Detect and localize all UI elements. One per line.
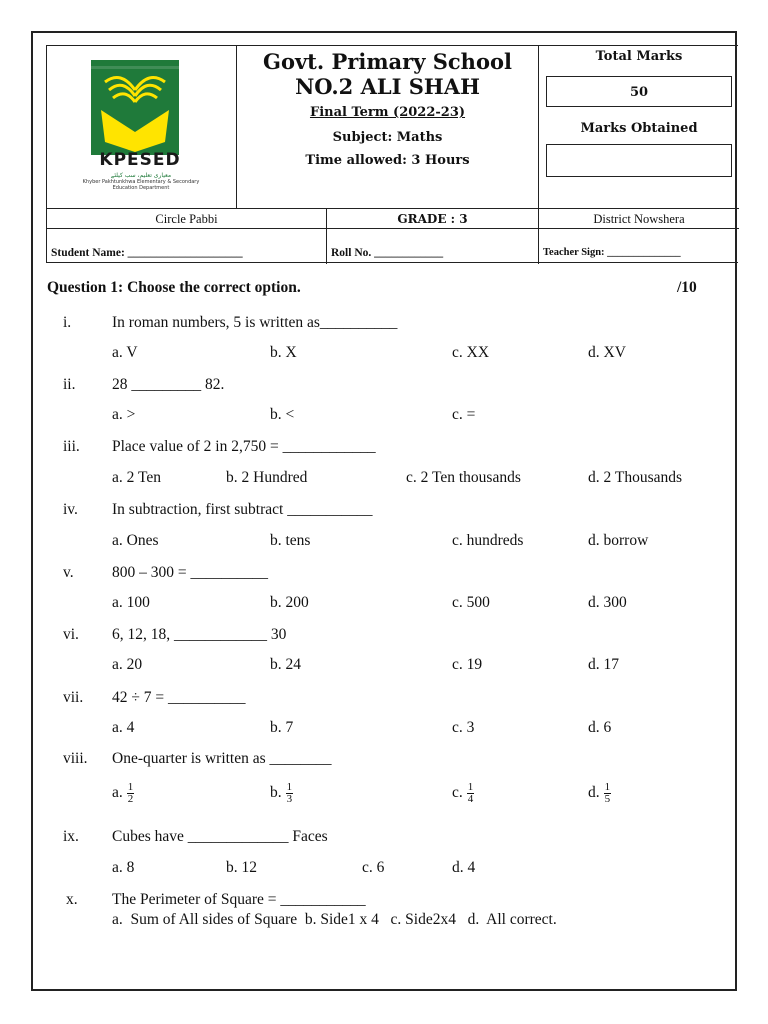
option-c[interactable]: c. hundreds [452,532,524,549]
option-b[interactable]: b. 24 [270,656,301,673]
option-c[interactable]: c. 3 [452,719,475,736]
item-number: iv. [63,501,78,518]
question-total: /10 [677,279,697,296]
kpesed-logo [91,60,179,155]
option-b[interactable]: b. X [270,344,297,361]
logo-department [77,172,205,191]
option-c[interactable]: c. = [452,406,476,423]
school-name-line1: Govt. Primary School [263,49,512,74]
book-icon [91,60,179,155]
total-marks-box: 50 [546,76,732,107]
option-d[interactable]: d. 17 [588,656,619,673]
option-a[interactable]: a. 20 [112,656,143,673]
marks-obtained-label: Marks Obtained [580,121,698,136]
option-d[interactable] [588,782,611,805]
option-b[interactable]: b. 2 Hundred [226,469,308,486]
item-number: ii. [63,376,76,393]
item-number: iii. [63,438,80,455]
option-letter: a. [112,784,123,802]
item-text: In roman numbers, 5 is written as__________ [112,314,398,331]
title-cell [237,46,539,208]
option-b[interactable]: b. 12 [226,859,257,876]
item-text: One-quarter is written as ________ [112,750,332,767]
item-text: 42 ÷ 7 = __________ [112,689,246,706]
option-c[interactable]: c. 19 [452,656,483,673]
option-a[interactable]: a. V [112,344,138,361]
option-letter: d. [588,784,600,802]
option-d[interactable]: d. 2 Thousands [588,469,683,486]
item-text: 28 _________ 82. [112,376,225,393]
option-d[interactable]: d. 6 [588,719,612,736]
question-heading: Question 1: Choose the correct option. [47,279,301,296]
logo-cell [47,46,237,208]
school-name-line2: NO.2 ALI SHAH [295,74,480,99]
item-text: In subtraction, first subtract ___________ [112,501,373,518]
option-b[interactable]: b. 200 [270,594,309,611]
option-c[interactable]: c. 2 Ten thousands [406,469,521,486]
student-name-field[interactable]: Student Name: ____________________ [47,229,327,264]
option-c[interactable]: c. 6 [362,859,385,876]
district-label: District Nowshera [593,212,685,226]
logo-department-text: Khyber Pakhtunkhwa Elementary & Secondary Education Department [82,179,200,191]
option-a[interactable]: a. > [112,406,136,423]
option-a[interactable]: a. Ones [112,532,159,549]
option-a[interactable]: a. 2 Ten [112,469,161,486]
item-number: x. [66,891,78,908]
option-b[interactable] [270,782,293,805]
option-c[interactable]: c. XX [452,344,490,361]
option-a[interactable]: a. 100 [112,594,150,611]
option-a[interactable] [112,782,134,805]
teacher-sign-field[interactable]: Teacher Sign: ______________ [543,247,681,258]
item-number: viii. [63,750,88,767]
item-text: 6, 12, 18, ____________ 30 [112,626,287,643]
option-d[interactable]: d. borrow [588,532,649,549]
item-number: v. [63,564,74,581]
options-line[interactable]: a. Sum of All sides of Square b. Side1 x 4 c. Side2x4 d. All correct. [112,911,557,928]
option-c[interactable]: c. 500 [452,594,490,611]
circle-label: Circle Pabbi [47,209,327,229]
item-text: Cubes have _____________ Faces [112,828,328,845]
item-number: vi. [63,626,79,643]
option-d[interactable]: d. 4 [452,859,476,876]
option-c[interactable] [452,782,474,805]
option-a[interactable]: a. 8 [112,859,135,876]
option-b[interactable]: b. tens [270,532,311,549]
total-marks-label: Total Marks [595,49,683,64]
grade-label: GRADE : 3 [327,209,539,229]
student-row [47,228,739,263]
marks-cell [539,46,739,208]
item-text: 800 – 300 = __________ [112,564,268,581]
fraction-one-third: $\frac{1}{3}$ [286,781,293,805]
option-d[interactable]: d. 300 [588,594,627,611]
item-number: ix. [63,828,79,845]
item-number: vii. [63,689,84,706]
exam-header [46,45,738,263]
exam-time: Time allowed: 3 Hours [305,153,470,168]
item-text: The Perimeter of Square = ___________ [112,891,366,908]
info-row [47,208,739,228]
logo-name: KPESED [99,150,181,170]
fraction-one-fifth: $\frac{1}{5}$ [604,781,611,805]
option-letter: b. [270,784,282,802]
roll-no-field[interactable]: Roll No. ____________ [327,229,539,264]
marks-obtained-box[interactable] [546,144,732,177]
exam-subject: Subject: Maths [332,130,443,145]
option-b[interactable]: b. 7 [270,719,294,736]
option-b[interactable]: b. < [270,406,295,423]
option-d[interactable]: d. XV [588,344,626,361]
item-number: i. [63,314,72,331]
exam-term: Final Term (2022-23) [309,105,466,120]
option-a[interactable]: a. 4 [112,719,135,736]
fraction-one-quarter: $\frac{1}{4}$ [467,781,474,805]
logo-urdu: معیاری تعلیم، سب کیلئے [110,172,172,179]
fraction-one-half: $\frac{1}{2}$ [127,781,134,805]
item-text: Place value of 2 in 2,750 = ____________ [112,438,376,455]
option-letter: c. [452,784,463,802]
